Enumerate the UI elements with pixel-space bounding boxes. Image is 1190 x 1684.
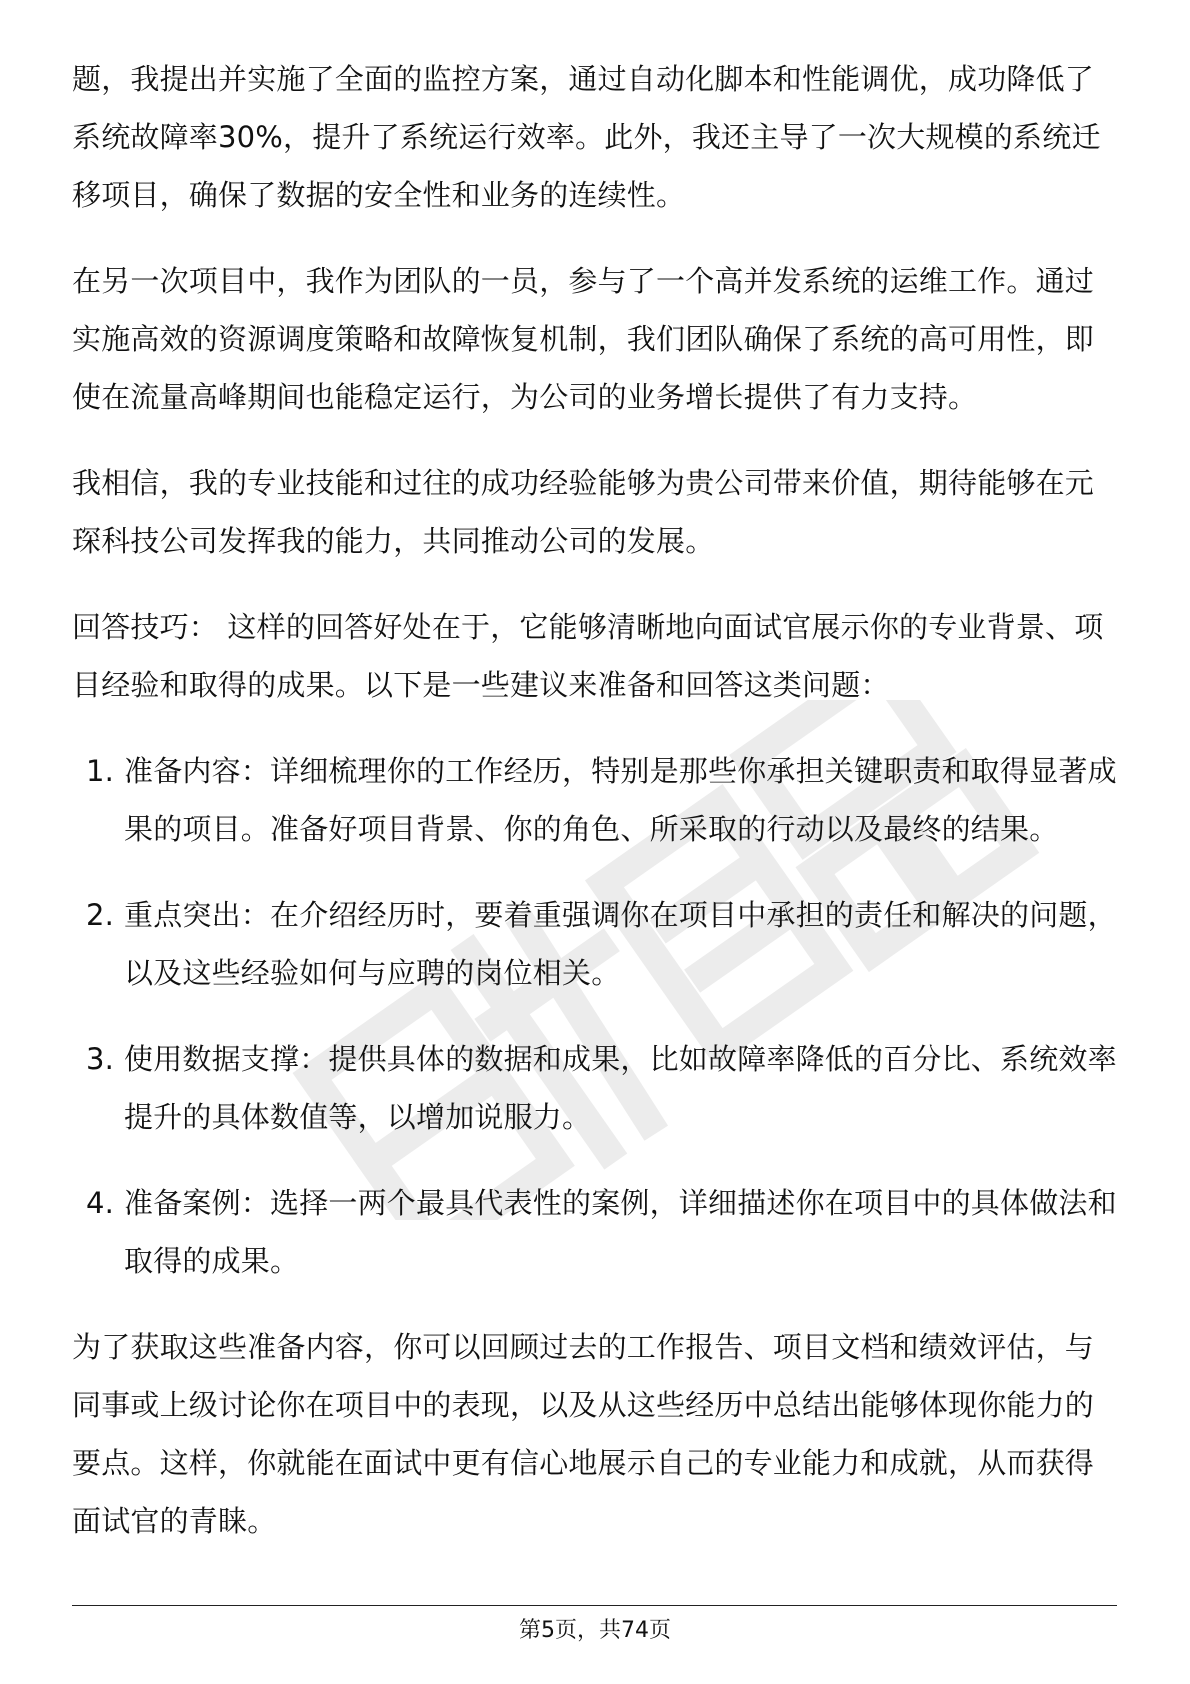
paragraph-closing: 为了获取这些准备内容，你可以回顾过去的工作报告、项目文档和绩效评估，与同事或上级讨论你在项目中的表现，以及从这些经历中总结出能够体现你能力的要点。这样，你就能在面试中更有信心地展示自己的专业能力和成就，从而获得面试官的青睐。	[72, 1330, 1095, 1538]
paragraph-1: 题，我提出并实施了全面的监控方案，通过自动化脚本和性能调优，成功降低了系统故障率30%，提升了系统运行效率。此外，我还主导了一次大规模的系统迁移项目，确保了数据的安全性和业务的连续性。	[72, 62, 1101, 212]
list-item-text: 使用数据支撑：提供具体的数据和成果，比如故障率降低的百分比、系统效率提升的具体数值等，以增加说服力。	[124, 1042, 1117, 1134]
tips-list	[72, 742, 1117, 1290]
list-item-text: 重点突出：在介绍经历时，要着重强调你在项目中承担的责任和解决的问题，以及这些经验如何与应聘的岗位相关。	[124, 898, 1117, 990]
paragraph-3: 我相信，我的专业技能和过往的成功经验能够为贵公司带来价值，期待能够在元琛科技公司发挥我的能力，共同推动公司的发展。	[72, 466, 1095, 558]
footer-divider	[72, 1605, 1117, 1606]
list-item-number: 1.	[86, 754, 115, 788]
paragraph-2: 在另一次项目中，我作为团队的一员，参与了一个高并发系统的运维工作。通过实施高效的资源调度策略和故障恢复机制，我们团队确保了系统的高可用性，即使在流量高峰期间也能稳定运行，为公司的业务增长提供了有力支持。	[72, 264, 1095, 414]
list-item	[72, 1030, 1117, 1146]
list-item-number: 3.	[86, 1042, 115, 1076]
document-body	[72, 50, 1117, 1578]
list-item-text: 准备内容：详细梳理你的工作经历，特别是那些你承担关键职责和取得显著成果的项目。准备好项目背景、你的角色、所采取的行动以及最终的结果。	[124, 754, 1117, 846]
paragraph-answer-tips: 回答技巧： 这样的回答好处在于，它能够清晰地向面试官展示你的专业背景、项目经验和取得的成果。以下是一些建议来准备和回答这类问题：	[72, 610, 1104, 702]
list-item-number: 2.	[86, 898, 115, 932]
page-number: 第5页，共74页	[519, 1618, 671, 1643]
list-item-text: 准备案例：选择一两个最具代表性的案例，详细描述你在项目中的具体做法和取得的成果。	[124, 1186, 1117, 1278]
list-item-number: 4.	[86, 1186, 115, 1220]
list-item	[72, 886, 1117, 1002]
list-item	[72, 1174, 1117, 1290]
list-item	[72, 742, 1117, 858]
